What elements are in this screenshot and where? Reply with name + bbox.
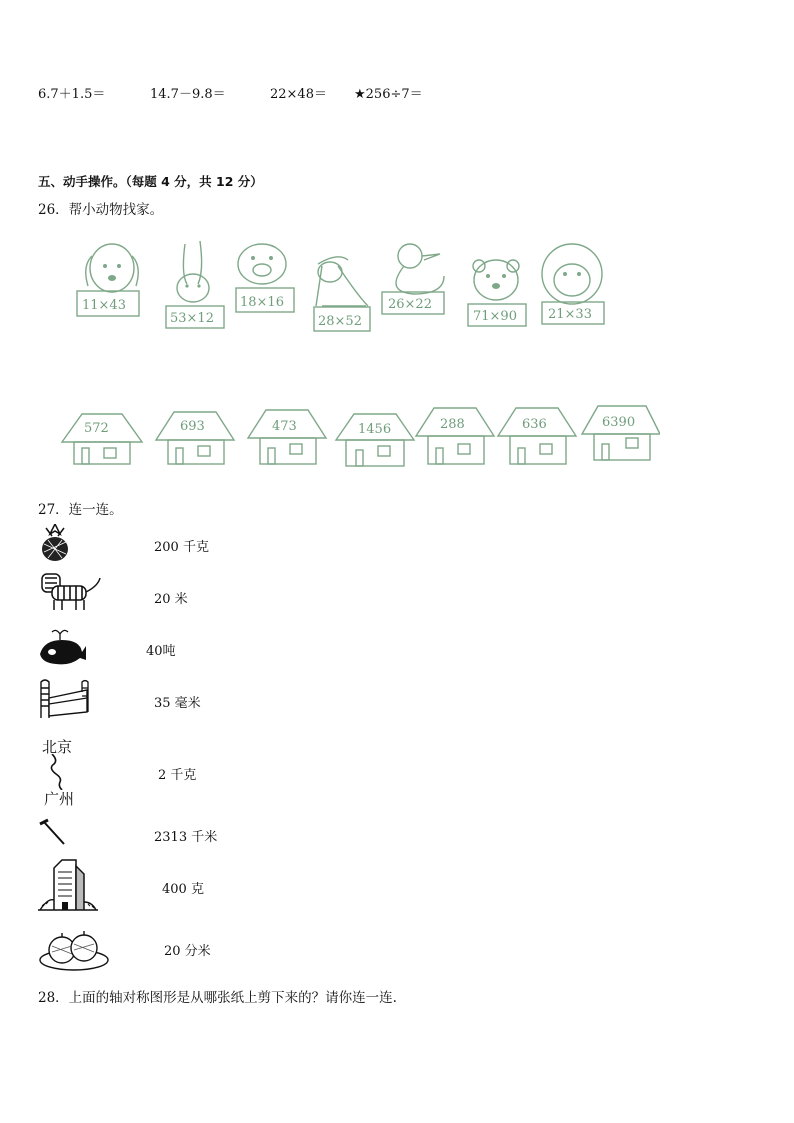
calc-3: 22×48＝ xyxy=(270,87,327,102)
animal-expr-3: 18×16 xyxy=(240,295,284,310)
unit-label-8: 20 分米 xyxy=(164,944,211,959)
house-number-2: 693 xyxy=(180,419,205,434)
question-26-title: 26．帮小动物找家。 xyxy=(38,202,164,218)
bed-icon xyxy=(38,676,90,720)
house-number-4: 1456 xyxy=(358,422,392,437)
house-number-1: 572 xyxy=(84,421,109,436)
fruit-plate-icon xyxy=(38,928,110,972)
unit-label-6: 2313 千米 xyxy=(154,830,218,845)
animal-expr-5: 26×22 xyxy=(388,297,432,312)
animal-expr-4: 28×52 xyxy=(318,314,362,329)
unit-label-1: 200 千克 xyxy=(154,540,209,555)
whale-icon xyxy=(38,628,88,668)
calc-1: 6.7＋1.5＝ xyxy=(38,87,106,102)
nail-icon xyxy=(38,818,70,848)
map-label-beijing: 北京 xyxy=(42,738,73,756)
map-label-guangzhou: 广州 xyxy=(44,790,75,808)
house-number-3: 473 xyxy=(272,419,297,434)
unit-label-3: 40吨 xyxy=(146,644,176,659)
question-27-title: 27．连一连。 xyxy=(38,502,123,518)
house-number-6: 636 xyxy=(522,417,547,432)
section-heading: 五、动手操作。（每题 4 分，共 12 分） xyxy=(38,174,263,189)
question-28-title: 28．上面的轴对称图形是从哪张纸上剪下来的？请你连一连. xyxy=(38,990,397,1006)
unit-label-7: 400 克 xyxy=(162,882,204,897)
unit-label-2: 20 米 xyxy=(154,592,188,607)
animal-expr-6: 71×90 xyxy=(473,309,517,324)
calc-2: 14.7－9.8＝ xyxy=(150,87,226,102)
map-route-icon xyxy=(44,754,84,790)
house-number-5: 288 xyxy=(440,417,465,432)
tiger-icon xyxy=(38,572,102,612)
animal-expr-7: 21×33 xyxy=(548,307,592,322)
calc-4: ★256÷7＝ xyxy=(354,87,423,102)
unit-label-5: 2 千克 xyxy=(158,768,197,783)
animal-expr-2: 53×12 xyxy=(170,311,214,326)
building-icon xyxy=(38,858,98,912)
pineapple-icon xyxy=(38,524,72,562)
animal-expr-1: 11×43 xyxy=(82,298,126,313)
house-number-7: 6390 xyxy=(602,415,636,430)
unit-label-4: 35 毫米 xyxy=(154,696,201,711)
animals-and-houses-figure xyxy=(60,236,660,476)
